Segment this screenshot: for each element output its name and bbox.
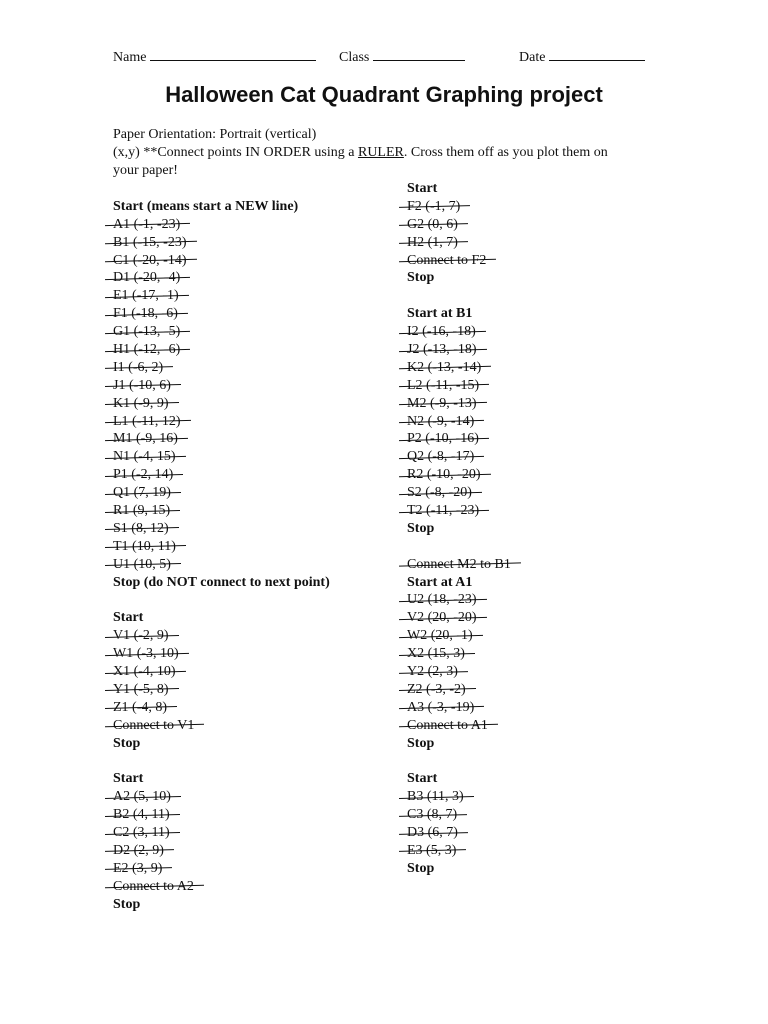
point-label-text: Connect to F2 bbox=[407, 252, 487, 268]
point-label bbox=[113, 217, 180, 232]
point-label bbox=[113, 718, 194, 733]
point-label-text: K1 (-9, 9) bbox=[113, 395, 169, 411]
spacer bbox=[407, 538, 511, 556]
point-label-text: G2 (0, 6) bbox=[407, 216, 458, 232]
instruction-text: Start bbox=[113, 771, 144, 787]
point-item bbox=[113, 377, 330, 395]
point-label bbox=[407, 396, 477, 411]
point-label-text: R2 (-10, -20) bbox=[407, 467, 481, 483]
point-label bbox=[113, 467, 173, 482]
point-label bbox=[407, 217, 458, 232]
instruction-orientation: Paper Orientation: Portrait (vertical) bbox=[113, 127, 317, 142]
point-label-text: U1 (10, 5) bbox=[113, 556, 171, 572]
point-label-text: V2 (20, -20) bbox=[407, 610, 477, 626]
instruction-text: Stop bbox=[407, 520, 435, 536]
point-label-text: Y1 (-5, 8) bbox=[113, 681, 169, 697]
point-label-text: N1 (-4, 15) bbox=[113, 449, 176, 465]
instruction-paper: your paper! bbox=[113, 163, 178, 178]
point-item bbox=[407, 484, 511, 502]
point-label bbox=[113, 360, 163, 375]
point-label-text: Z1 (-4, 8) bbox=[113, 699, 168, 715]
instruction-line bbox=[407, 770, 511, 788]
point-label bbox=[113, 396, 169, 411]
point-label-text: Q2 (-8, -17) bbox=[407, 449, 475, 465]
point-label-text: B2 (4, 11) bbox=[113, 807, 170, 823]
spacer bbox=[113, 591, 330, 609]
point-label-text: J2 (-13, -18) bbox=[407, 342, 477, 358]
instruction-text: Stop (do NOT connect to next point) bbox=[113, 574, 330, 590]
point-item bbox=[407, 341, 511, 359]
point-label-text: T2 (-11, -23) bbox=[407, 503, 480, 519]
class-blank[interactable] bbox=[373, 46, 465, 61]
instruction-text: Start bbox=[113, 610, 144, 626]
point-item bbox=[113, 878, 330, 896]
point-label-text: G1 (-13, -5) bbox=[113, 324, 181, 340]
point-label bbox=[113, 664, 176, 679]
instruction-connect bbox=[113, 144, 653, 162]
point-label bbox=[407, 449, 474, 464]
point-item bbox=[113, 538, 330, 556]
point-item bbox=[113, 860, 330, 878]
point-label bbox=[407, 807, 457, 822]
point-label bbox=[407, 199, 460, 214]
point-label-text: X2 (15, 3) bbox=[407, 646, 465, 662]
point-item bbox=[407, 377, 511, 395]
point-label bbox=[113, 378, 171, 393]
point-label-text: Connect to A2 bbox=[113, 878, 194, 894]
point-item bbox=[407, 645, 511, 663]
point-label bbox=[113, 288, 179, 303]
point-label-text: D3 (6, 7) bbox=[407, 825, 458, 841]
class-field[interactable] bbox=[339, 46, 465, 66]
point-label-text: N2 (-9, -14) bbox=[407, 413, 475, 429]
instruction-text: Start at A1 bbox=[407, 574, 473, 590]
point-item bbox=[407, 824, 511, 842]
point-item bbox=[113, 788, 330, 806]
point-item bbox=[113, 806, 330, 824]
date-blank[interactable] bbox=[549, 46, 645, 61]
spacer bbox=[407, 753, 511, 771]
class-label: Class bbox=[339, 50, 370, 65]
point-item bbox=[113, 252, 330, 270]
instruction-connect-post: . Cross them off as you plot them on bbox=[403, 145, 608, 160]
point-item bbox=[407, 198, 511, 216]
instruction-text: Stop bbox=[113, 735, 141, 751]
point-label-text: W1 (-3, 10) bbox=[113, 646, 179, 662]
point-item bbox=[113, 323, 330, 341]
point-label-text: S2 (-8, -20) bbox=[407, 485, 472, 501]
point-label bbox=[113, 539, 176, 554]
point-label-text: I2 (-16, -18) bbox=[407, 324, 476, 340]
point-label-text: P1 (-2, 14) bbox=[113, 467, 174, 483]
point-item bbox=[407, 466, 511, 484]
point-label bbox=[407, 789, 464, 804]
point-item bbox=[407, 717, 511, 735]
point-label-text: Connect to A1 bbox=[407, 717, 488, 733]
point-label bbox=[113, 843, 164, 858]
date-label: Date bbox=[519, 50, 546, 65]
instruction-text: Start (means start a NEW line) bbox=[113, 198, 299, 214]
point-label bbox=[407, 682, 466, 697]
point-label bbox=[113, 789, 171, 804]
point-label-text: J1 (-10, 6) bbox=[113, 377, 171, 393]
point-item bbox=[113, 430, 330, 448]
point-label bbox=[407, 253, 486, 268]
point-label-text: C3 (8, 7) bbox=[407, 807, 458, 823]
point-label bbox=[113, 431, 178, 446]
point-item bbox=[113, 627, 330, 645]
point-item bbox=[113, 413, 330, 431]
point-item bbox=[113, 395, 330, 413]
point-item bbox=[113, 359, 330, 377]
instruction-line bbox=[113, 609, 330, 627]
point-label bbox=[407, 646, 465, 661]
point-item bbox=[113, 484, 330, 502]
point-item bbox=[113, 556, 330, 574]
point-label-text: X1 (-4, 10) bbox=[113, 664, 176, 680]
instruction-connect-pre: (x,y) **Connect points IN ORDER using a bbox=[113, 145, 358, 160]
point-label-text: E1 (-17, -1) bbox=[113, 288, 179, 304]
point-label bbox=[407, 235, 458, 250]
point-item bbox=[113, 502, 330, 520]
name-blank[interactable] bbox=[150, 46, 316, 61]
point-label bbox=[113, 628, 169, 643]
instruction-line bbox=[113, 770, 330, 788]
point-label bbox=[407, 557, 511, 572]
date-field[interactable] bbox=[519, 46, 645, 66]
point-item bbox=[407, 323, 511, 341]
instruction-text: Stop bbox=[113, 896, 141, 912]
point-label bbox=[407, 342, 477, 357]
point-item bbox=[407, 413, 511, 431]
point-label-text: E2 (3, 9) bbox=[113, 860, 163, 876]
point-item bbox=[407, 395, 511, 413]
point-label-text: Y2 (2, 3) bbox=[407, 664, 458, 680]
point-item bbox=[113, 717, 330, 735]
point-label-text: Connect M2 to B1 bbox=[407, 556, 511, 572]
point-item bbox=[113, 466, 330, 484]
instruction-text: Start at B1 bbox=[407, 306, 473, 322]
point-label bbox=[113, 485, 171, 500]
spacer bbox=[113, 180, 330, 198]
point-label bbox=[113, 253, 187, 268]
point-item bbox=[407, 430, 511, 448]
point-item bbox=[407, 681, 511, 699]
point-label bbox=[113, 270, 180, 285]
point-label-text: A3 (-3, -19) bbox=[407, 699, 475, 715]
point-label-text: R1 (9, 15) bbox=[113, 503, 171, 519]
point-label-text: H1 (-12, -6) bbox=[113, 342, 181, 358]
point-label-text: T1 (10, 11) bbox=[113, 538, 176, 554]
point-item bbox=[407, 663, 511, 681]
instruction-line bbox=[113, 735, 330, 753]
point-label bbox=[113, 503, 170, 518]
instruction-text: Stop bbox=[407, 860, 435, 876]
point-label bbox=[113, 557, 171, 572]
point-label-text: F2 (-1, 7) bbox=[407, 198, 461, 214]
right-point-list bbox=[407, 180, 511, 878]
point-label-text: H2 (1, 7) bbox=[407, 234, 458, 250]
point-item bbox=[407, 842, 511, 860]
point-label-text: E3 (5, 3) bbox=[407, 842, 457, 858]
point-label-text: C2 (3, 11) bbox=[113, 825, 170, 841]
point-label bbox=[407, 431, 479, 446]
point-label bbox=[407, 825, 458, 840]
point-label bbox=[407, 414, 474, 429]
page-title: Halloween Cat Quadrant Graphing project bbox=[165, 82, 603, 107]
point-label-text: Z2 (-3, -2) bbox=[407, 681, 466, 697]
point-label bbox=[113, 879, 194, 894]
point-label bbox=[407, 503, 479, 518]
point-item bbox=[113, 234, 330, 252]
point-label bbox=[113, 700, 167, 715]
point-label-text: Connect to V1 bbox=[113, 717, 195, 733]
instruction-line bbox=[113, 198, 330, 216]
point-label bbox=[113, 646, 179, 661]
point-item bbox=[113, 824, 330, 842]
point-label-text: V1 (-2, 9) bbox=[113, 628, 169, 644]
point-item bbox=[113, 216, 330, 234]
point-label bbox=[113, 807, 170, 822]
point-item bbox=[407, 788, 511, 806]
instruction-line bbox=[407, 269, 511, 287]
point-label-text: B3 (11, 3) bbox=[407, 789, 464, 805]
instruction-line bbox=[407, 305, 511, 323]
point-item bbox=[407, 591, 511, 609]
point-label-text: D2 (2, 9) bbox=[113, 842, 164, 858]
point-label bbox=[407, 843, 456, 858]
point-label bbox=[113, 414, 181, 429]
instruction-line bbox=[407, 180, 511, 198]
point-label bbox=[113, 235, 187, 250]
point-item bbox=[407, 234, 511, 252]
point-item bbox=[113, 287, 330, 305]
point-label-text: U2 (18, -23) bbox=[407, 592, 477, 608]
point-label-text: D1 (-20, -4) bbox=[113, 270, 181, 286]
instruction-line bbox=[407, 735, 511, 753]
point-item bbox=[407, 359, 511, 377]
point-label-text: P2 (-10, -16) bbox=[407, 431, 479, 447]
point-item bbox=[113, 269, 330, 287]
point-label-text: W2 (20, -1) bbox=[407, 628, 473, 644]
point-label bbox=[113, 324, 180, 339]
point-item bbox=[407, 556, 511, 574]
point-label-text: A2 (5, 10) bbox=[113, 789, 171, 805]
point-item bbox=[407, 699, 511, 717]
left-point-list bbox=[113, 180, 330, 914]
point-item bbox=[407, 216, 511, 234]
point-label bbox=[407, 700, 474, 715]
instruction-text: Stop bbox=[407, 735, 435, 751]
instruction-line bbox=[113, 896, 330, 914]
point-label bbox=[407, 378, 479, 393]
point-label-text: M2 (-9, -13) bbox=[407, 395, 477, 411]
point-item bbox=[407, 252, 511, 270]
point-label-text: M1 (-9, 16) bbox=[113, 431, 178, 447]
point-item bbox=[113, 681, 330, 699]
point-label-text: L2 (-11, -15) bbox=[407, 377, 480, 393]
instruction-text: Start bbox=[407, 771, 438, 787]
point-label bbox=[407, 628, 473, 643]
instruction-line bbox=[407, 520, 511, 538]
point-label bbox=[113, 861, 162, 876]
point-item bbox=[113, 699, 330, 717]
instruction-text: Start bbox=[407, 181, 438, 196]
instruction-ruler: RULER bbox=[357, 145, 404, 160]
point-item bbox=[113, 341, 330, 359]
point-item bbox=[113, 663, 330, 681]
instruction-line bbox=[407, 574, 511, 592]
point-item bbox=[113, 520, 330, 538]
instruction-line bbox=[113, 574, 330, 592]
point-label bbox=[407, 592, 477, 607]
point-label bbox=[407, 718, 488, 733]
name-label: Name bbox=[113, 50, 147, 65]
point-label-text: C1 (-20, -14) bbox=[113, 252, 187, 268]
point-label bbox=[407, 664, 458, 679]
point-item bbox=[113, 305, 330, 323]
point-label-text: B1 (-15, -23) bbox=[113, 234, 187, 250]
point-label bbox=[113, 825, 170, 840]
instruction-line bbox=[407, 860, 511, 878]
point-label-text: A1 (-1, -23) bbox=[113, 216, 181, 232]
point-label-text: Q1 (7, 19) bbox=[113, 485, 171, 501]
point-item bbox=[407, 502, 511, 520]
point-item bbox=[407, 627, 511, 645]
point-label bbox=[113, 682, 169, 697]
spacer bbox=[113, 753, 330, 771]
point-item bbox=[113, 448, 330, 466]
point-label bbox=[113, 449, 176, 464]
point-label bbox=[407, 324, 476, 339]
point-label bbox=[113, 342, 180, 357]
point-label-text: K2 (-13, -14) bbox=[407, 359, 482, 375]
point-label bbox=[407, 610, 477, 625]
point-item bbox=[407, 609, 511, 627]
point-item bbox=[407, 448, 511, 466]
instruction-text: Stop bbox=[407, 270, 435, 286]
point-label bbox=[113, 306, 178, 321]
point-label bbox=[407, 485, 472, 500]
header-fields bbox=[113, 46, 653, 68]
point-item bbox=[113, 842, 330, 860]
point-label-text: S1 (8, 12) bbox=[113, 520, 169, 536]
point-label bbox=[407, 360, 481, 375]
point-item bbox=[113, 645, 330, 663]
point-label-text: F1 (-18, -6) bbox=[113, 306, 178, 322]
point-label-text: I1 (-6, 2) bbox=[113, 359, 164, 375]
point-label bbox=[407, 467, 481, 482]
spacer bbox=[407, 287, 511, 305]
point-label bbox=[113, 521, 169, 536]
point-label-text: L1 (-11, 12) bbox=[113, 413, 181, 429]
point-item bbox=[407, 806, 511, 824]
name-field[interactable] bbox=[113, 46, 316, 66]
